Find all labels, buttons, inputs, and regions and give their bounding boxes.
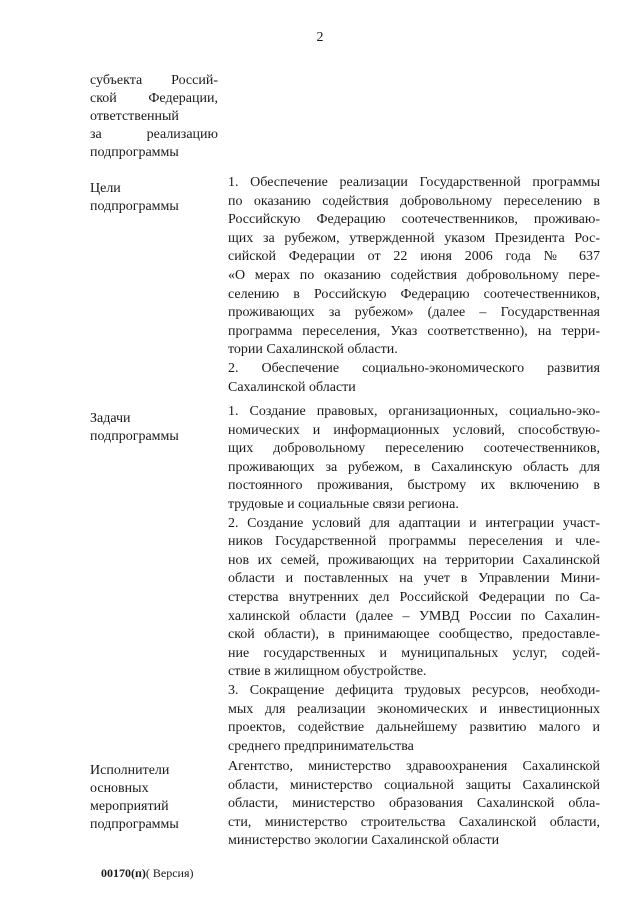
content-line: мых для реализации экономических и инвестиционных: [228, 701, 600, 717]
row-label-responsible-subject: [90, 72, 218, 162]
content-line: области и поставленных на учет в Управлении Мини-: [228, 571, 600, 587]
content-line: среднего предпринимательства: [228, 738, 414, 754]
content-line: 2. Обеспечение социально-экономического развития: [228, 360, 600, 376]
content-line: министерство экологии Сахалинской области: [228, 833, 500, 849]
content-line: по оказанию содействия добровольному переселению в: [228, 193, 600, 209]
content-line: области, министерство социальной защиты Сахалинской: [228, 777, 600, 793]
content-line: Агентство, министерство здравоохранения Сахалинской: [228, 759, 600, 774]
row-content-executors: [228, 758, 600, 851]
row-content-goals: [228, 174, 600, 397]
label-line: Задачи: [90, 411, 131, 426]
content-line: щих добровольному переселению соотечественников,: [228, 441, 600, 457]
content-line: ние государственных и муниципальных услуг, содей-: [228, 645, 600, 661]
content-line: «О мерах по оказанию содействия добровольному пере-: [228, 267, 600, 283]
content-line: 3. Сокращение дефицита трудовых ресурсов, необходи-: [228, 682, 600, 698]
label-line: субъекта Россий-: [90, 73, 218, 88]
label-line: ответственный: [90, 109, 179, 124]
content-line: ников Государственной программы переселения и чле-: [228, 534, 600, 550]
label-line: Исполнители: [90, 763, 170, 778]
label-line: основных: [90, 781, 149, 796]
content-line: постоянного проживания, быстрому их включению в: [228, 478, 600, 494]
row-label-goals: [90, 180, 218, 216]
document-code: 00170(п): [101, 866, 146, 880]
content-line: проживающих за рубежом, в Сахалинскую область для: [228, 459, 600, 475]
content-line: нов их семей, проживающих на территории Сахалинской: [228, 552, 600, 568]
content-line: селению в Российскую Федерацию соотечественников,: [228, 286, 600, 302]
content-line: щих за рубежом, утвержденной указом Президента Рос-: [228, 230, 600, 246]
label-line: подпрограммы: [90, 817, 179, 832]
content-line: проживающих за рубежом» (далее – Государственная: [228, 305, 600, 321]
document-footer: [101, 866, 194, 881]
row-label-tasks: [90, 410, 218, 446]
content-line: Сахалинской области: [228, 379, 356, 395]
content-line: программа переселения, Указ соответственно), на терри-: [228, 323, 600, 339]
content-line: ствие в жилищном обустройстве.: [228, 664, 427, 680]
label-line: подпрограммы: [90, 145, 179, 160]
content-line: области, министерство образования Сахалинской обла-: [228, 796, 600, 812]
page-number: 2: [316, 30, 324, 45]
label-line: мероприятий: [90, 799, 169, 814]
row-content-tasks: [228, 403, 600, 756]
document-version: ( Версия): [145, 866, 194, 880]
content-line: Российскую Федерацию соотечественников, проживаю-: [228, 212, 600, 228]
row-label-executors: [90, 762, 218, 834]
content-line: проектов, содействие дальнейшему развитию малого и: [228, 720, 600, 736]
content-line: номических и информационных условий, способствую-: [228, 422, 600, 438]
label-line: Цели: [90, 181, 121, 196]
label-line: ской Федерации,: [90, 91, 218, 106]
content-line: 2. Создание условий для адаптации и интеграции участ-: [228, 515, 600, 531]
content-line: 1. Создание правовых, организационных, социально-эко-: [228, 404, 600, 419]
content-line: сийской Федерации от 22 июня 2006 года № 637: [228, 249, 600, 265]
content-line: сти, министерство строительства Сахалинской области,: [228, 814, 600, 830]
content-line: ской области), в принимающее сообщество, предоставле-: [228, 627, 600, 643]
content-line: тории Сахалинской области.: [228, 342, 398, 358]
content-line: стерства внутренних дел Российской Федерации по Са-: [228, 589, 600, 605]
label-line: за реализацию: [90, 127, 218, 142]
content-line: трудовые и социальные связи региона.: [228, 496, 459, 512]
content-line: халинской области (далее – УМВД России по Сахалин-: [228, 608, 600, 624]
content-line: 1. Обеспечение реализации Государственной программы: [228, 175, 600, 190]
label-line: подпрограммы: [90, 429, 179, 444]
label-line: подпрограммы: [90, 199, 179, 214]
